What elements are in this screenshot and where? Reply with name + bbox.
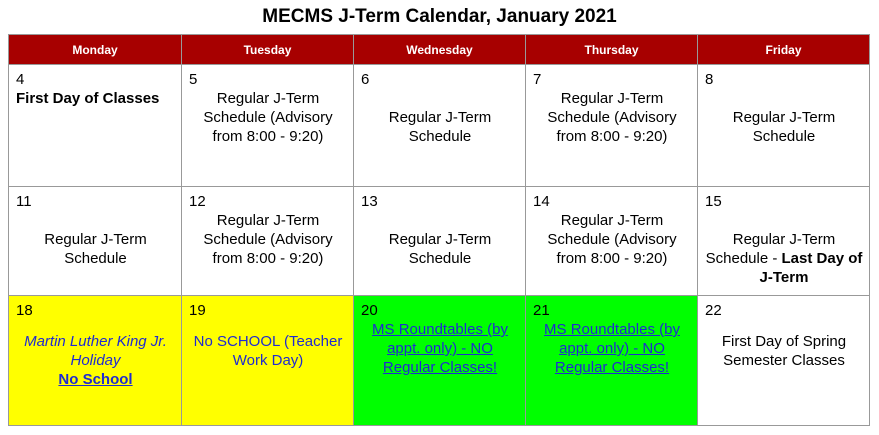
last-day-label: Last Day of J-Term: [759, 250, 863, 286]
roundtables-link[interactable]: MS Roundtables (by appt. only) - NO Regular Classes!: [372, 321, 508, 376]
day-number: 14: [533, 193, 550, 210]
header-monday: Monday: [9, 35, 182, 65]
week-row: [9, 187, 870, 296]
day-number: 21: [533, 302, 550, 319]
day-cell-holiday: [9, 296, 182, 426]
day-number: 6: [361, 71, 370, 88]
day-number: 8: [705, 71, 714, 88]
day-number: 11: [16, 193, 32, 210]
day-cell: [698, 296, 870, 426]
day-number: 22: [705, 302, 722, 319]
day-cell: [354, 187, 526, 296]
day-number: 13: [361, 193, 378, 210]
day-cell: [698, 65, 870, 187]
day-event: Regular J-Term Schedule (Advisory from 8:00 - 9:20): [203, 212, 333, 267]
day-event: Regular J-Term Schedule: [388, 231, 492, 267]
day-number: 15: [705, 193, 722, 210]
day-number: 18: [16, 302, 33, 319]
day-cell: [182, 187, 354, 296]
roundtables-link[interactable]: MS Roundtables (by appt. only) - NO Regular Classes!: [544, 321, 680, 376]
day-event: [705, 211, 863, 287]
day-event: Regular J-Term Schedule (Advisory from 8:00 - 9:20): [547, 212, 677, 267]
day-cell-roundtable: [354, 296, 526, 426]
day-event: Regular J-Term Schedule: [44, 231, 147, 267]
day-event: No SCHOOL (Teacher Work Day): [193, 333, 343, 369]
day-event: First Day of Spring Semester Classes: [721, 333, 847, 369]
day-event-text: Regular J-Term Schedule -: [705, 231, 836, 267]
header-friday: Friday: [698, 35, 870, 65]
day-number: 20: [361, 302, 378, 319]
week-row: [9, 296, 870, 426]
header-row: [9, 35, 870, 65]
day-cell: [9, 65, 182, 187]
day-cell: [526, 65, 698, 187]
day-cell: [9, 187, 182, 296]
day-cell-holiday: [182, 296, 354, 426]
day-cell-roundtable: [526, 296, 698, 426]
day-event: First Day of Classes: [16, 90, 160, 107]
week-row: [9, 65, 870, 187]
header-tuesday: Tuesday: [182, 35, 354, 65]
day-event: Regular J-Term Schedule: [388, 109, 492, 145]
day-cell: [526, 187, 698, 296]
day-event: [16, 320, 175, 389]
header-wednesday: Wednesday: [354, 35, 526, 65]
day-event: [361, 320, 519, 377]
calendar-title: MECMS J-Term Calendar, January 2021: [262, 6, 617, 27]
day-number: 12: [189, 193, 206, 210]
day-number: 5: [189, 71, 198, 88]
day-cell: [698, 187, 870, 296]
header-thursday: Thursday: [526, 35, 698, 65]
day-number: 4: [16, 71, 25, 88]
day-event: Regular J-Term Schedule: [732, 109, 836, 145]
day-event: Regular J-Term Schedule (Advisory from 8:00 - 9:20): [547, 90, 677, 145]
day-event: [533, 320, 691, 377]
day-cell: [354, 65, 526, 187]
day-number: 19: [189, 302, 206, 319]
day-event: Regular J-Term Schedule (Advisory from 8:00 - 9:20): [203, 90, 333, 145]
holiday-name: Martin Luther King Jr. Holiday: [24, 333, 167, 369]
day-number: 7: [533, 71, 542, 88]
calendar-table: [8, 34, 870, 426]
no-school-link[interactable]: No School: [58, 371, 133, 388]
day-cell: [182, 65, 354, 187]
